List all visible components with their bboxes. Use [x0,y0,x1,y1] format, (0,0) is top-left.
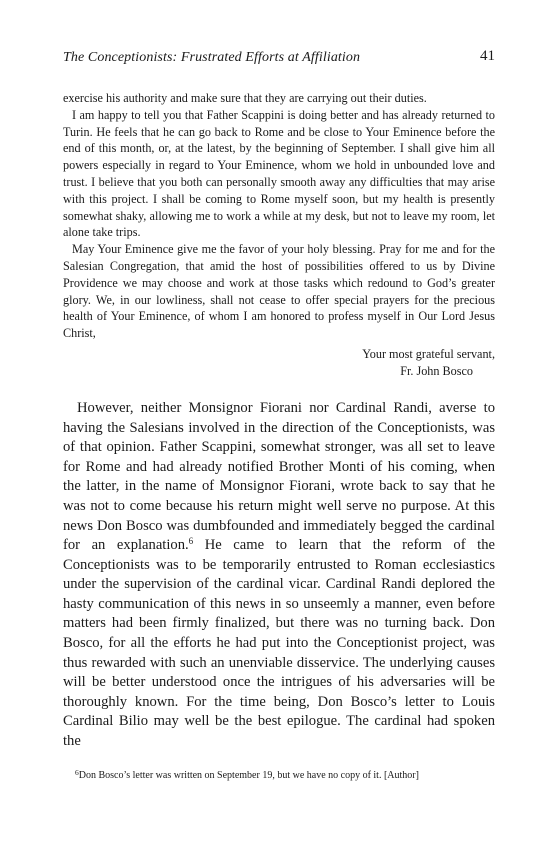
running-title: The Conceptionists: Frustrated Efforts at Affiliation [63,50,361,65]
footnote-text: Don Bosco’s letter was written on September 19, but we have no copy of it. [Author] [78,769,419,781]
footnote-reference: 6 [188,536,194,547]
letter-closing [63,346,495,380]
narrative-text [63,399,495,752]
narrative-paragraph [63,399,495,752]
letter-paragraph: exercise his authority and make sure that they are carrying out their duties. [63,91,427,105]
letter-paragraph: I am happy to tell you that Father Scappini is doing better and has already returned to Turin. He feels that he can go back to Rome and be close to Your Eminence before the end of this month, or, at the latest, by the beginning of September. I shall give him all powers especially in regard to Your Eminence, whom we hold in unbounded love and trust. I believe that you both can personally smooth away any difficulties that may arise with this project. I shall be coming to Rome myself soon, but my health is presently somewhat shaky, allowing me to work a while at my desk, but not to leave my room, let alone take trips. [63,107,495,240]
book-page [63,50,495,782]
running-header [63,50,495,72]
page-number: 41 [480,48,495,64]
narrative-text-part1: However, neither Monsignor Fiorani nor Cardinal Randi, averse to having the Salesians involved in the direction of the Conceptionists, was of that opinion. Father Scappini, somewhat stronger, was all set to leave for Rome and had already notified Brother Monti of his coming, when the latter, in the name of Monsignor Fiorani, wrote back to say that he was not to come because his return might well serve no purpose. At this news Don Bosco was dumbfounded and immediately begged the cardinal for an explanation. [63,399,495,554]
footnote-marker: 6 [75,767,79,777]
signature: Fr. John Bosco [400,363,473,378]
footnote [63,769,495,782]
closing-salutation: Your most grateful servant, [362,346,495,361]
quoted-letter [63,90,495,342]
letter-paragraph: May Your Eminence give me the favor of your holy blessing. Pray for me and for the Salesian Congregation, that amid the host of possibilities offered to us by Divine Providence we may choose and work at those tasks which redound to God’s greater glory. We, in our lowliness, shall not cease to offer special prayers for the precious health of Your Eminence, of whom I am honored to profess myself in Our Lord Jesus Christ, [63,242,495,341]
narrative-text-part2: He came to learn that the reform of the Conceptionists was to be temporarily entrusted to Roman ecclesiastics under the supervision of the cardinal vicar. Cardinal Randi deplored the hasty communication of this news in so unseemly a manner, even before matters had been firmly finalized, but there was no turning back. Don Bosco, for all the efforts he had put into the Conceptionist project, was thus rewarded with such an unenviable disservice. The underlying causes will be better understood once the intrigues of his adversaries will be thoroughly known. For the time being, Don Bosco’s letter to Louis Cardinal Bilio may well be the best epilogue. The cardinal had spoken the [63,537,495,750]
